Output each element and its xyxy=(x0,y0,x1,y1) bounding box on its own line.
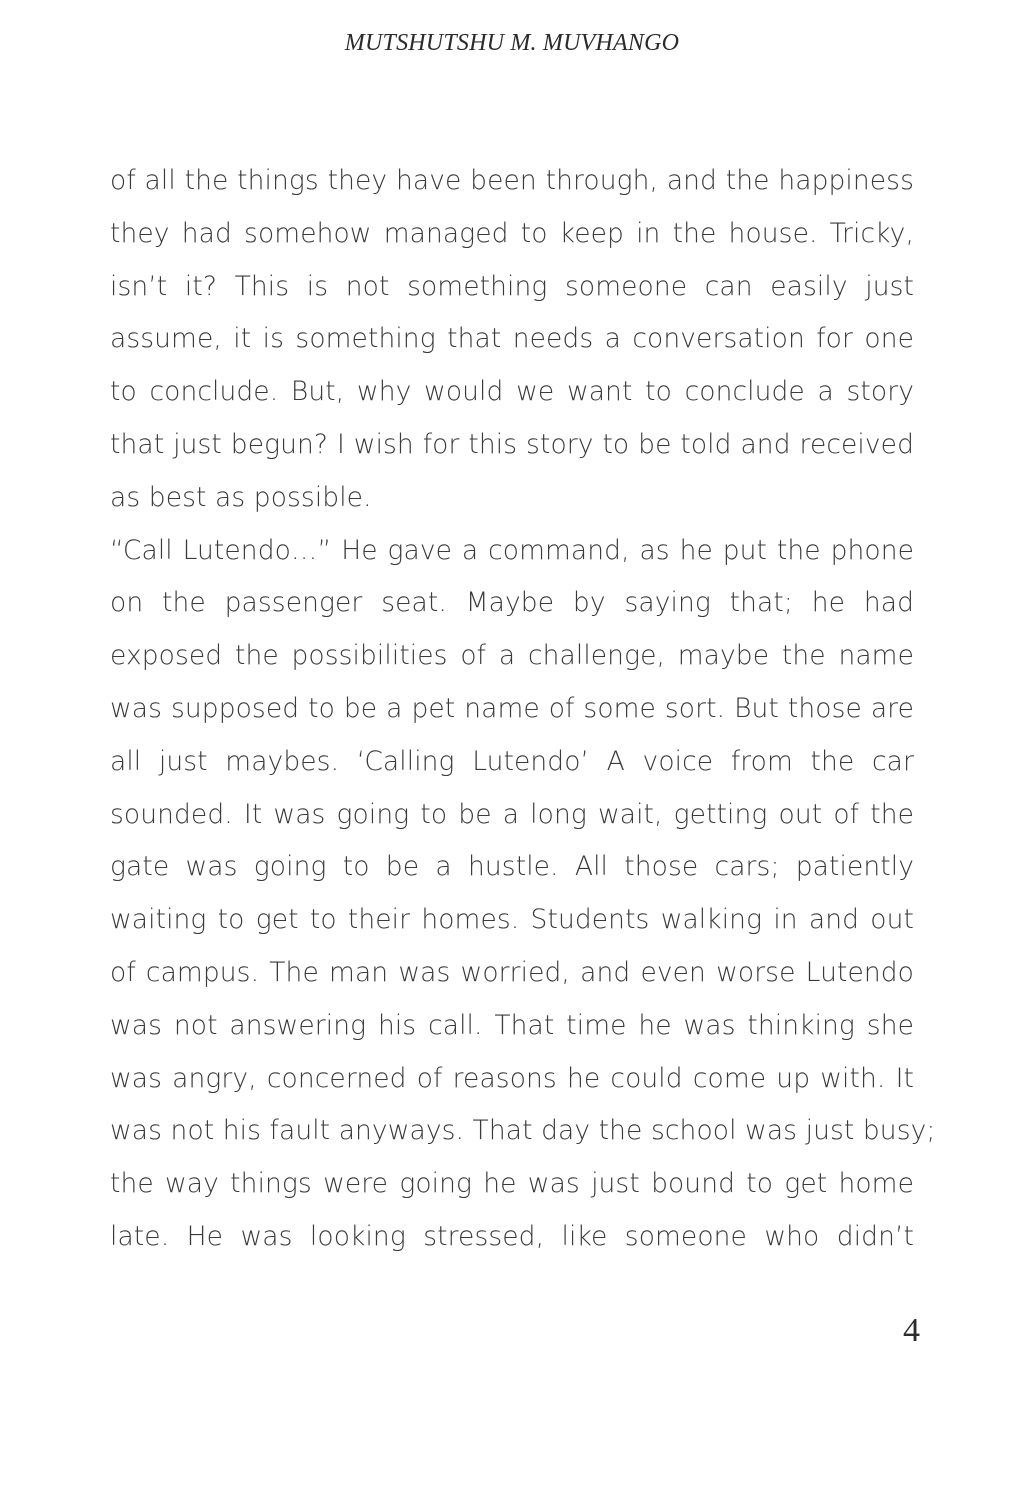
text-line: “Call Lutendo…” He gave a command, as he put the phone xyxy=(110,534,914,566)
text-line: isn’t it? This is not something someone can easily just xyxy=(110,270,914,302)
text-line: exposed the possibilities of a challenge, maybe the name xyxy=(110,640,914,672)
page-number: 4 xyxy=(903,1312,920,1349)
running-head: MUTSHUTSHU M. MUVHANGO xyxy=(344,30,680,56)
text-line: was angry, concerned of reasons he could come up with. It xyxy=(110,1062,914,1094)
text-line: to conclude. But, why would we want to conclude a story xyxy=(110,376,914,408)
text-line: was supposed to be a pet name of some sort. But those are xyxy=(110,692,914,724)
text-line: assume, it is something that needs a conversation for one xyxy=(110,323,914,355)
text-line: was not answering his call. That time he was thinking she xyxy=(110,1009,914,1041)
text-line: late. He was looking stressed, like someone who didn’t xyxy=(110,1220,914,1252)
text-line: sounded. It was going to be a long wait, getting out of the xyxy=(110,798,914,830)
text-line: was not his fault anyways. That day the school was just busy; xyxy=(110,1115,936,1147)
text-line: gate was going to be a hustle. All those cars; patiently xyxy=(110,851,914,883)
text-line: as best as possible. xyxy=(110,481,372,513)
text-line: of campus. The man was worried, and even worse Lutendo xyxy=(110,956,914,988)
text-line: on the passenger seat. Maybe by saying that; he had xyxy=(110,587,914,619)
text-line: of all the things they have been through, and the happiness xyxy=(110,165,914,196)
body-text xyxy=(110,155,936,1264)
text-line: that just begun? I wish for this story to be told and received xyxy=(110,428,914,460)
text-line: they had somehow managed to keep in the house. Tricky, xyxy=(110,217,914,249)
text-line: waiting to get to their homes. Students walking in and out xyxy=(110,904,914,936)
text-line: all just maybes. ‘Calling Lutendo’ A voice from the car xyxy=(110,745,914,777)
text-line: the way things were going he was just bound to get home xyxy=(110,1168,914,1200)
